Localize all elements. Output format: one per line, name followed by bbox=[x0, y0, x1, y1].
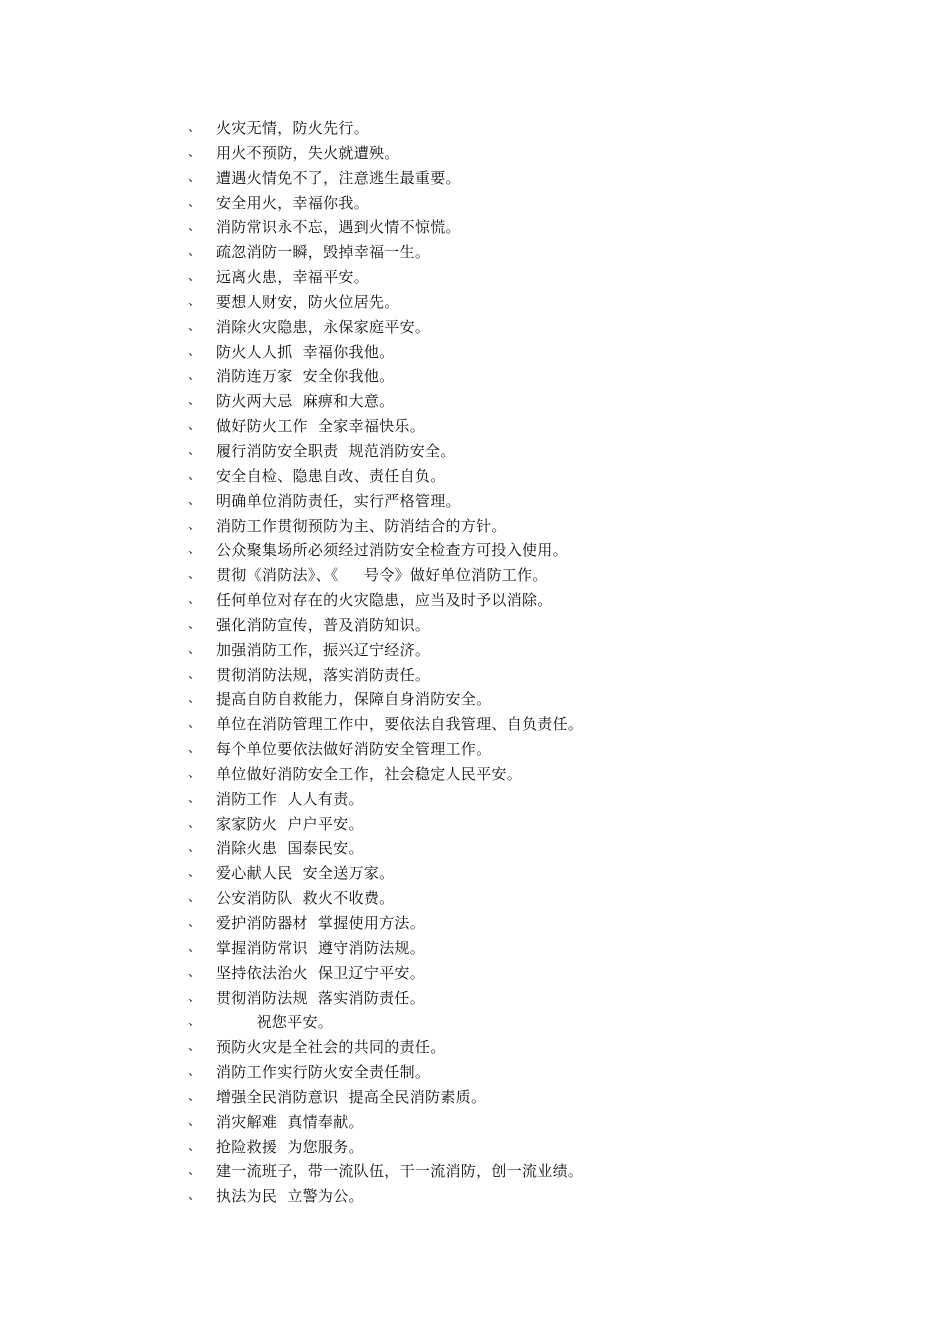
slogan-text: 加强消防工作，振兴辽宁经济。 bbox=[216, 640, 431, 659]
slogan-text: 火灾无情，防火先行。 bbox=[216, 119, 370, 137]
list-item bbox=[188, 836, 583, 861]
slogan-list bbox=[188, 116, 583, 1209]
list-item bbox=[188, 538, 583, 563]
slogan-text: 家家防火 户户平安。 bbox=[216, 814, 364, 833]
slogan-text: 爱心献人民 安全送万家。 bbox=[216, 864, 395, 883]
list-bullet: 、 bbox=[188, 691, 202, 707]
list-bullet: 、 bbox=[188, 989, 202, 1005]
slogan-text: 防火两大忌 麻痹和大意。 bbox=[216, 392, 395, 411]
slogan-text: 安全自检、隐患自改、责任自负。 bbox=[216, 466, 446, 485]
list-item bbox=[188, 1135, 583, 1160]
list-bullet: 、 bbox=[188, 144, 202, 160]
list-bullet: 、 bbox=[188, 666, 202, 682]
slogan-text: 消防工作实行防火安全责任制。 bbox=[216, 1063, 431, 1082]
list-bullet: 、 bbox=[188, 318, 202, 334]
list-item bbox=[188, 762, 583, 787]
list-bullet: 、 bbox=[188, 890, 202, 906]
list-item bbox=[188, 191, 583, 216]
slogan-text: 用火不预防，失火就遭殃。 bbox=[216, 143, 400, 162]
slogan-text: 抢险救援 为您服务。 bbox=[216, 1137, 364, 1156]
list-bullet: 、 bbox=[188, 1113, 202, 1129]
list-bullet: 、 bbox=[188, 368, 202, 384]
list-bullet: 、 bbox=[188, 1064, 202, 1080]
slogan-text: 要想人财安，防火位居先。 bbox=[216, 292, 400, 311]
slogan-text: 强化消防宣传，普及消防知识。 bbox=[216, 615, 431, 634]
list-item bbox=[188, 663, 583, 688]
slogan-text: 爱护消防器材 掌握使用方法。 bbox=[216, 914, 426, 932]
list-item bbox=[188, 414, 583, 439]
list-item bbox=[188, 1159, 583, 1184]
slogan-text: 远离火患，幸福平安。 bbox=[216, 268, 370, 287]
list-bullet: 、 bbox=[188, 567, 202, 583]
list-item bbox=[188, 787, 583, 812]
list-item bbox=[188, 1085, 583, 1110]
slogan-text: 每个单位要依法做好消防安全管理工作。 bbox=[216, 740, 492, 759]
slogan-text: 提高自防自救能力，保障自身消防安全。 bbox=[216, 690, 492, 709]
list-item bbox=[188, 464, 583, 489]
list-item bbox=[188, 588, 583, 613]
list-bullet: 、 bbox=[188, 765, 202, 781]
list-item bbox=[188, 514, 583, 539]
list-bullet: 、 bbox=[188, 964, 202, 980]
list-bullet: 、 bbox=[188, 716, 202, 732]
list-item bbox=[188, 489, 583, 514]
list-item bbox=[188, 240, 583, 265]
list-item bbox=[188, 1010, 583, 1035]
list-item bbox=[188, 315, 583, 340]
list-item bbox=[188, 340, 583, 365]
slogan-text: 明确单位消防责任，实行严格管理。 bbox=[216, 491, 461, 510]
list-item bbox=[188, 861, 583, 886]
slogan-text: 贯彻《消防法》、《 号令》做好单位消防工作。 bbox=[216, 566, 548, 585]
slogan-text: 公安消防队 救火不收费。 bbox=[216, 889, 395, 908]
slogan-text: 任何单位对存在的火灾隐患，应当及时予以消除。 bbox=[216, 591, 553, 610]
slogan-text: 遭遇火情免不了，注意逃生最重要。 bbox=[216, 168, 461, 187]
list-bullet: 、 bbox=[188, 915, 202, 930]
list-bullet: 、 bbox=[188, 1138, 202, 1154]
list-bullet: 、 bbox=[188, 840, 202, 856]
slogan-text: 贯彻消防法规，落实消防责任。 bbox=[216, 665, 431, 684]
list-bullet: 、 bbox=[188, 939, 202, 955]
slogan-text: 履行消防安全职责 规范消防安全。 bbox=[216, 441, 456, 460]
list-bullet: 、 bbox=[188, 244, 202, 260]
list-bullet: 、 bbox=[188, 1088, 202, 1104]
slogan-text: 防火人人抓 幸福你我他。 bbox=[216, 342, 395, 361]
list-bullet: 、 bbox=[188, 641, 202, 657]
list-item bbox=[188, 364, 583, 389]
list-item bbox=[188, 116, 583, 141]
list-item bbox=[188, 638, 583, 663]
slogan-text: 安全用火，幸福你我。 bbox=[216, 193, 370, 212]
list-bullet: 、 bbox=[188, 1039, 202, 1055]
slogan-text: 执法为民 立警为公。 bbox=[216, 1187, 364, 1206]
slogan-text: 增强全民消防意识 提高全民消防素质。 bbox=[216, 1087, 487, 1106]
list-item bbox=[188, 1110, 583, 1135]
list-item bbox=[188, 1184, 583, 1209]
slogan-text: 做好防火工作 全家幸福快乐。 bbox=[216, 417, 426, 436]
list-bullet: 、 bbox=[188, 741, 202, 757]
slogan-text: 祝您平安。 bbox=[216, 1013, 334, 1032]
slogan-text: 消防工作贯彻预防为主、防消结合的方针。 bbox=[216, 516, 507, 535]
list-item bbox=[188, 141, 583, 166]
list-bullet: 、 bbox=[188, 219, 202, 235]
list-bullet: 、 bbox=[188, 1014, 202, 1030]
list-bullet: 、 bbox=[188, 169, 202, 185]
list-bullet: 、 bbox=[188, 815, 202, 831]
list-item bbox=[188, 166, 583, 191]
slogan-text: 公众聚集场所必须经过消防安全检查方可投入使用。 bbox=[216, 541, 568, 560]
list-item bbox=[188, 812, 583, 837]
list-item bbox=[188, 290, 583, 315]
slogan-text: 消防工作 人人有责。 bbox=[216, 789, 364, 808]
list-item bbox=[188, 439, 583, 464]
slogan-text: 消防连万家 安全你我他。 bbox=[216, 367, 395, 386]
list-bullet: 、 bbox=[188, 393, 202, 409]
list-bullet: 、 bbox=[188, 865, 202, 881]
list-item bbox=[188, 936, 583, 961]
slogan-text: 建一流班子，带一流队伍，干一流消防，创一流业绩。 bbox=[216, 1162, 584, 1181]
list-bullet: 、 bbox=[188, 293, 202, 309]
list-item bbox=[188, 886, 583, 911]
list-bullet: 、 bbox=[188, 194, 202, 210]
list-bullet: 、 bbox=[188, 269, 202, 285]
list-item bbox=[188, 563, 583, 588]
list-item bbox=[188, 1060, 583, 1085]
slogan-text: 掌握消防常识 遵守消防法规。 bbox=[216, 938, 426, 957]
list-item bbox=[188, 1035, 583, 1060]
list-bullet: 、 bbox=[188, 467, 202, 483]
slogan-text: 贯彻消防法规 落实消防责任。 bbox=[216, 988, 426, 1007]
slogan-text: 消除火患 国泰民安。 bbox=[216, 839, 364, 858]
list-item bbox=[188, 961, 583, 986]
list-item bbox=[188, 986, 583, 1011]
list-bullet: 、 bbox=[188, 442, 202, 458]
list-bullet: 、 bbox=[188, 616, 202, 632]
list-bullet: 、 bbox=[188, 1188, 202, 1204]
list-item bbox=[188, 215, 583, 240]
list-bullet: 、 bbox=[188, 120, 202, 135]
slogan-text: 单位做好消防安全工作，社会稳定人民平安。 bbox=[216, 764, 523, 783]
slogan-text: 消灾解难 真情奉献。 bbox=[216, 1112, 364, 1131]
list-item bbox=[188, 265, 583, 290]
slogan-text: 坚持依法治火 保卫辽宁平安。 bbox=[216, 963, 426, 982]
slogan-text: 单位在消防管理工作中，要依法自我管理、自负责任。 bbox=[216, 715, 584, 734]
list-bullet: 、 bbox=[188, 492, 202, 508]
list-bullet: 、 bbox=[188, 517, 202, 533]
slogan-text: 消防常识永不忘，遇到火情不惊慌。 bbox=[216, 218, 461, 237]
list-item bbox=[188, 737, 583, 762]
list-item bbox=[188, 712, 583, 737]
list-bullet: 、 bbox=[188, 790, 202, 806]
list-item bbox=[188, 687, 583, 712]
list-item bbox=[188, 911, 583, 936]
list-bullet: 、 bbox=[188, 542, 202, 558]
slogan-text: 疏忽消防一瞬，毁掉幸福一生。 bbox=[216, 243, 431, 262]
list-item bbox=[188, 613, 583, 638]
list-item bbox=[188, 389, 583, 414]
slogan-text: 预防火灾是全社会的共同的责任。 bbox=[216, 1038, 446, 1057]
list-bullet: 、 bbox=[188, 1163, 202, 1179]
slogan-text: 消除火灾隐患，永保家庭平安。 bbox=[216, 317, 431, 336]
list-bullet: 、 bbox=[188, 592, 202, 608]
list-bullet: 、 bbox=[188, 418, 202, 434]
list-bullet: 、 bbox=[188, 343, 202, 359]
